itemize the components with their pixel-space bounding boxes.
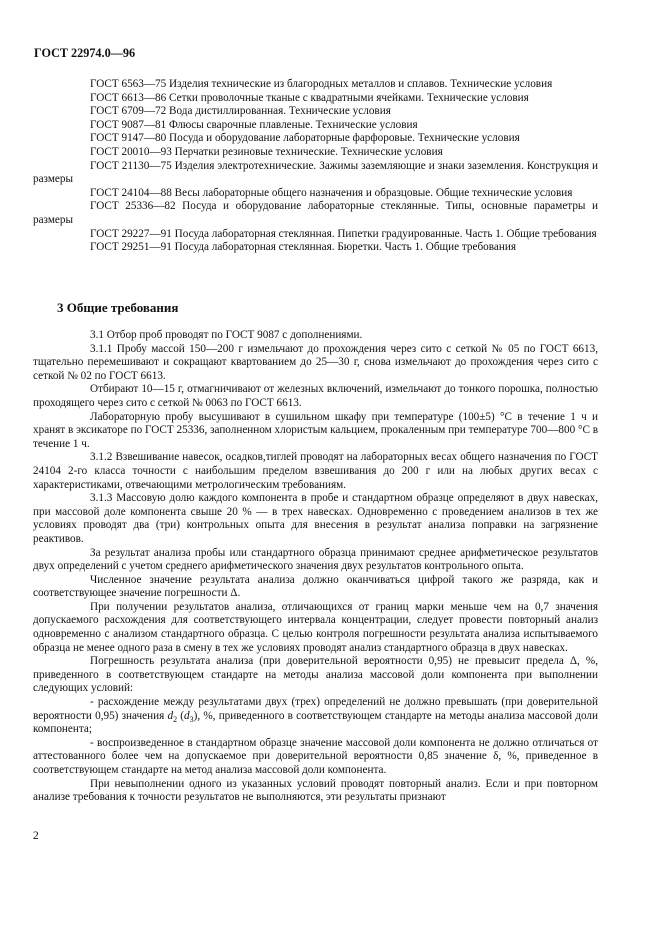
para-3-1: 3.1 Отбор проб проводят по ГОСТ 9087 с дополнениями.: [90, 329, 363, 341]
ref-gost-29251: ГОСТ 29251—91 Посуда лабораторная стеклянная. Бюретки. Часть 1. Общие требования: [90, 241, 516, 254]
condition-2: - воспроизведенное в стандартном образце значение массовой доли компонента не должно отличаться от аттестованного более чем на допускаемое при доверительной вероятности 0,85 значение δ, %, приведенное в соответствующем стандарте на метод анализа массовой доли компонента.: [33, 736, 598, 776]
ref-gost-24104: ГОСТ 24104—88 Весы лабораторные общего назначения и образцовые. Общие технические условия: [90, 186, 573, 199]
para-result: За результат анализа пробы или стандартного образца принимают среднее арифметическое результатов двух определений с учетом среднего арифметического значения двух результатов контрольного опыта.: [33, 546, 598, 573]
para-error: Погрешность результата анализа (при доверительной вероятности 0,95) не превысит предела Δ, %, приведенного в соответствующем стандарте на методы анализа массовой доли компонента при выполнении следующих условий:: [33, 655, 598, 695]
ref-gost-9147: ГОСТ 9147—80 Посуда и оборудование лабораторные фарфоровые. Технические условия: [90, 132, 520, 145]
para-numeric: Численное значение результата анализа должно оканчиваться цифрой такого же разряда, как и соответствующее значение погрешности Δ.: [33, 573, 598, 600]
section-body: [33, 329, 598, 805]
ref-gost-21130: ГОСТ 21130—75 Изделия электротехнические. Зажимы заземляющие и знаки заземления. Конструкция и размеры: [33, 159, 598, 186]
document-header: ГОСТ 22974.0—96: [34, 46, 136, 60]
ref-gost-9087: ГОСТ 9087—81 Флюсы сварочные плавленые. Технические условия: [90, 118, 418, 131]
ref-gost-20010: ГОСТ 20010—93 Перчатки резиновые технические. Технические условия: [90, 145, 443, 158]
para-3-1-3: 3.1.3 Массовую долю каждого компонента в пробе и стандартном образце определяют в двух навесках, при массовой доле компонента свыше 20 % — в трех навесках. Одновременно с проведением анализов в тех же условиях проводят два (три) контрольных опыта для внесения в результат анализа поправки на загрязнение реактивов.: [33, 492, 598, 545]
ref-gost-25336: ГОСТ 25336—82 Посуда и оборудование лабораторные стеклянные. Типы, основные параметры и размеры: [33, 200, 598, 226]
para-drying: Лабораторную пробу высушивают в сушильном шкафу при температуре (100±5) °С в течение 1 ч и хранят в эксикаторе по ГОСТ 25336, заполненном хлористым кальцием, прокаленным при температуре 700—800 °С в течение 1 ч.: [33, 410, 598, 450]
page-number: 2: [33, 830, 39, 842]
ref-gost-29227: ГОСТ 29227—91 Посуда лабораторная стеклянная. Пипетки градуированные. Часть 1. Общие требования: [90, 227, 597, 240]
ref-gost-6613: ГОСТ 6613—86 Сетки проволочные тканые с квадратными ячейками. Технические условия: [90, 91, 529, 104]
ref-gost-6709: ГОСТ 6709—72 Вода дистиллированная. Технические условия: [90, 105, 391, 118]
ref-gost-6563: ГОСТ 6563—75 Изделия технические из благородных металлов и сплавов. Технические условия: [90, 78, 553, 90]
condition-1: - расхождение между результатами двух (трех) определений не должно превышать (при доверительной вероятности 0,95) значения $d_2$ $(d_3)$, %, приведенного в соответствующем стандарте на методы анализа массовой доли компонента;: [33, 696, 598, 736]
para-3-1-1: 3.1.1 Пробу массой 150—200 г измельчают до прохождения через сито с сеткой № 05 по ГОСТ 6613, тщательно перемешивают и сокращают квартованием до 25—30 г, снова измельчают до прохождения через сито с сеткой № 02 по ГОСТ 6613.: [33, 342, 598, 382]
para-sampling: Отбирают 10—15 г, отмагничивают от железных включений, измельчают до тонкого порошка, полностью проходящего через сито с сеткой № 0063 по ГОСТ 6613.: [33, 383, 598, 409]
para-repeat: При получении результатов анализа, отличающихся от границ марки меньше чем на 0,7 значения допускаемого расхождения для соответствующего интервала концентрации, следует провести повторный анализ одновременно с анализом стандартного образца. С целью контроля погрешности результата анализа испытываемого образца не менее одного раза в смену в тех же условиях проводят анализ стандартного образца в двух навесках.: [33, 600, 598, 654]
para-last: При невыполнении одного из указанных условий проводят повторный анализ. Если и при повторном анализе требования к точности результатов не выполняются, эти результаты признают: [33, 777, 598, 804]
references-list: [33, 78, 598, 255]
para-3-1-2: 3.1.2 Взвешивание навесок, осадков,тиглей проводят на лабораторных весах общего назначения по ГОСТ 24104 2-го класса точности с наибольшим пределом взвешивания до 200 г или на любых других весах с характеристиками, отвечающими метрологическим требованиям.: [33, 451, 598, 491]
section-title: 3 Общие требования: [57, 300, 179, 315]
